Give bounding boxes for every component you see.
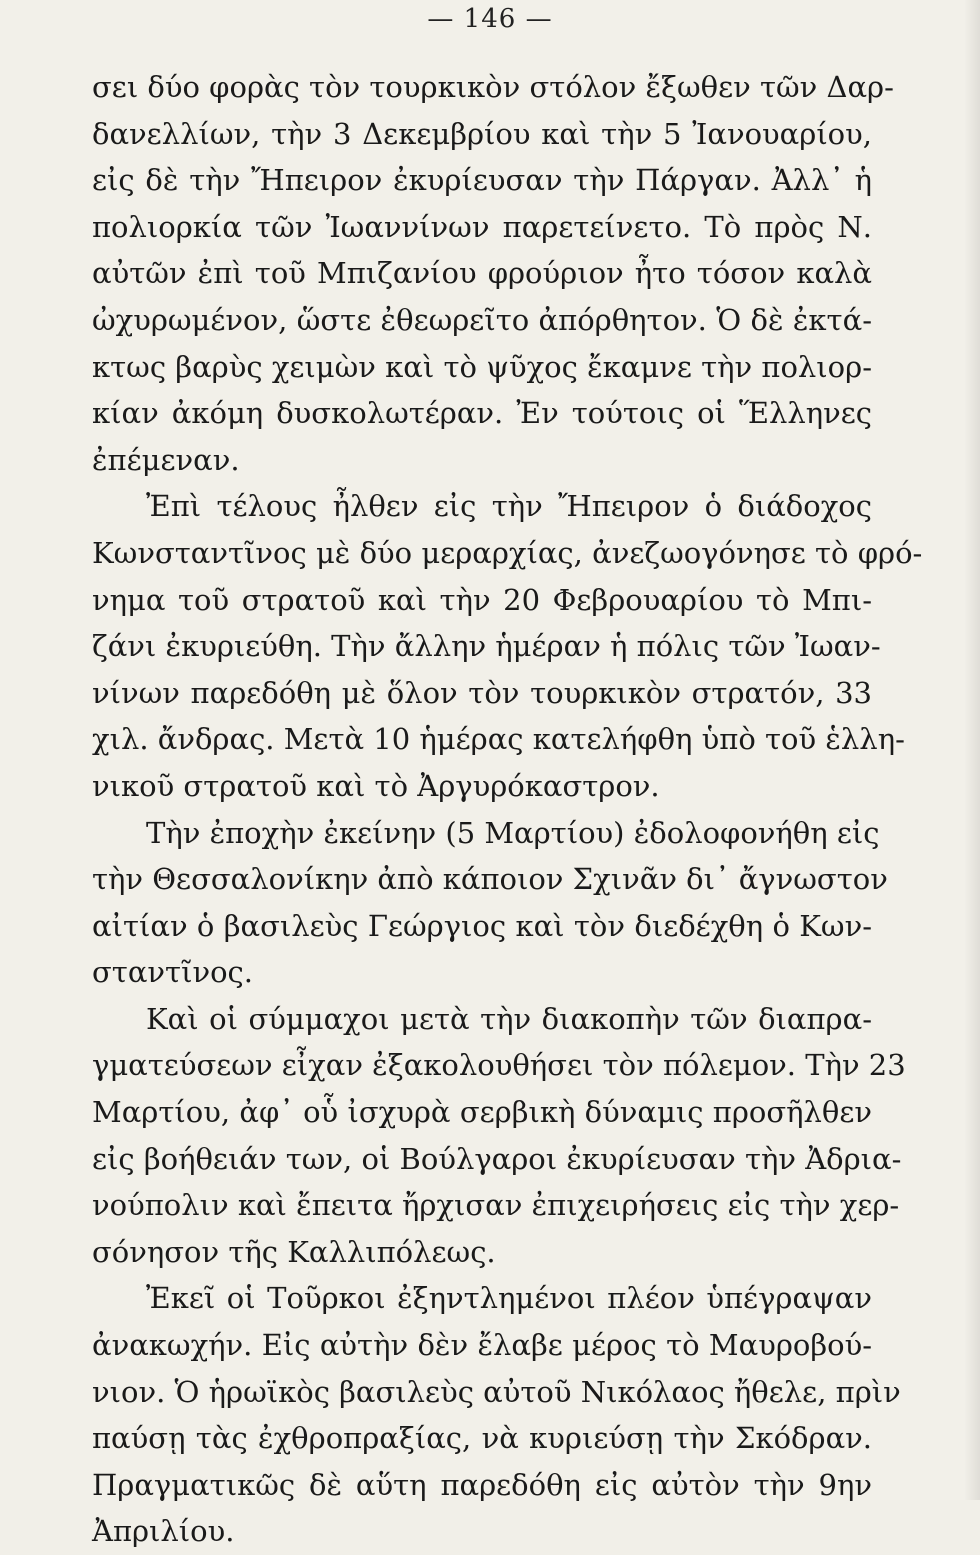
text-line: Κωνσταντῖνος μὲ δύο μεραρχίας, ἀνεζωογόνησε τὸ φρό- — [92, 535, 923, 570]
text-line: σταντῖνος. — [92, 955, 254, 990]
text-line: Μαρτίου, ἀφ᾽ οὗ ἰσχυρὰ σερβικὴ δύναμις προσῆλθεν — [92, 1095, 872, 1130]
page-number: — 146 — — [427, 4, 553, 34]
text-line: Καὶ οἱ σύμμαχοι μετὰ τὴν διακοπὴν τῶν διαπρα- — [146, 1001, 872, 1036]
text-line: εἰς βοήθειάν των, οἱ Βούλγαροι ἐκυρίευσαν τὴν Ἀδρια- — [92, 1141, 902, 1176]
text-line: κτως βαρὺς χειμὼν καὶ τὸ ψῦχος ἔκαμνε τὴν πολιορ- — [92, 349, 872, 384]
text-line: νίνων παρεδόθη μὲ ὅλον τὸν τουρκικὸν στρατόν, 33 — [92, 675, 872, 710]
text-line: τὴν Θεσσαλονίκην ἀπὸ κάποιον Σχινᾶν δι᾽ ἄγνωστον — [92, 862, 888, 897]
text-line: εἰς δὲ τὴν Ἤπειρον ἐκυρίευσαν τὴν Πάργαν. Ἀλλ᾽ ἡ — [92, 163, 872, 198]
text-line: χιλ. ἄνδρας. Μετὰ 10 ἡμέρας κατελήφθη ὑπὸ τοῦ ἑλλη- — [92, 722, 905, 757]
text-line: ὠχυρωμένον, ὥστε ἐθεωρεῖτο ἀπόρθητον. Ὁ δὲ ἐκτά- — [92, 302, 872, 337]
text-line: πολιορκία τῶν Ἰωαννίνων παρετείνετο. Τὸ πρὸς Ν. — [92, 209, 872, 244]
text-line: Ἐπὶ τέλους ἦλθεν εἰς τὴν Ἤπειρον ὁ διάδοχος — [146, 489, 872, 524]
text-line: νημα τοῦ στρατοῦ καὶ τὴν 20 Φεβρουαρίου τὸ Μπι- — [92, 582, 872, 617]
text-line: αὐτῶν ἐπὶ τοῦ Μπιζανίου φρούριον ἦτο τόσον καλὰ — [92, 256, 872, 291]
text-line: παύσῃ τὰς ἐχθροπραξίας, νὰ κυριεύσῃ τὴν Σκόδραν. — [92, 1421, 872, 1456]
text-line: Ἀπριλίου. — [92, 1514, 235, 1549]
text-line: Ἐκεῖ οἱ Τοῦρκοι ἐξηντλημένοι πλέον ὑπέγραψαν — [146, 1281, 872, 1316]
text-line: αἰτίαν ὁ βασιλεὺς Γεώργιος καὶ τὸν διεδέχθη ὁ Κων- — [92, 908, 872, 943]
text-line: νικοῦ στρατοῦ καὶ τὸ Ἀργυρόκαστρον. — [92, 768, 660, 803]
text-line: ζάνι ἐκυριεύθη. Τὴν ἄλλην ἡμέραν ἡ πόλις τῶν Ἰωαν- — [92, 629, 881, 664]
text-line: δανελλίων, τὴν 3 Δεκεμβρίου καὶ τὴν 5 Ἰανουαρίου, — [92, 116, 872, 151]
text-line: Πραγματικῶς δὲ αὕτη παρεδόθη εἰς αὐτὸν τὴν 9ην — [92, 1467, 872, 1502]
text-line: σόνησον τῆς Καλλιπόλεως. — [92, 1234, 496, 1269]
text-line: γματεύσεων εἶχαν ἐξακολουθήσει τὸν πόλεμον. Τὴν 23 — [92, 1048, 906, 1083]
text-line: Τὴν ἐποχὴν ἐκείνην (5 Μαρτίου) ἐδολοφονήθη εἰς — [146, 815, 880, 850]
text-line: σει δύο φορὰς τὸν τουρκικὸν στόλον ἔξωθεν τῶν Δαρ- — [92, 70, 894, 104]
text-line: νούπολιν καὶ ἔπειτα ἤρχισαν ἐπιχειρήσεις εἰς τὴν χερ- — [92, 1188, 900, 1223]
text-line: ἀνακωχήν. Εἰς αὐτὴν δὲν ἔλαβε μέρος τὸ Μαυροβού- — [92, 1328, 872, 1363]
text-line: κίαν ἀκόμη δυσκολωτέραν. Ἐν τούτοις οἱ Ἕλληνες — [92, 396, 872, 431]
body-text — [92, 64, 923, 1555]
text-line: νιον. Ὁ ἡρωϊκὸς βασιλεὺς αὐτοῦ Νικόλαος ἤθελε, πρὶν — [92, 1374, 901, 1409]
text-line: ἐπέμεναν. — [92, 442, 240, 477]
scan-edge-shadow — [964, 0, 980, 1500]
